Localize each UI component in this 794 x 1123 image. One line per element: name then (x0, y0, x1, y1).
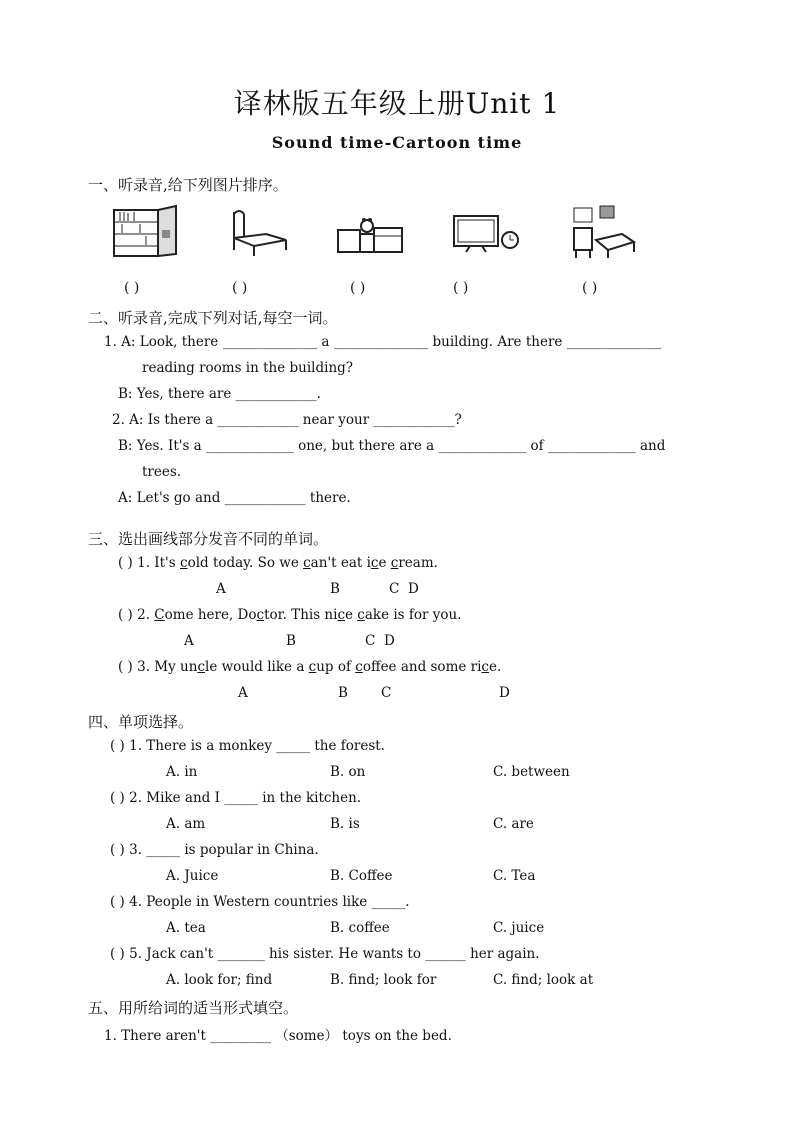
dialogue-line: B: Yes. It's a _____________ one, but there are a _____________ of _____________ and (118, 438, 666, 454)
option-letter: B (286, 633, 296, 649)
option-letter: B (330, 581, 340, 597)
bed-icon (228, 204, 288, 260)
choice-question-2: ( ) 2. Mike and I _____ in the kitchen. (110, 790, 362, 806)
choice-option-b[interactable]: B. is (330, 816, 360, 832)
page-subtitle: Sound time-Cartoon time (271, 133, 523, 152)
option-letter: C (389, 581, 400, 597)
answer-paren[interactable]: ( ) (110, 894, 125, 910)
choice-option-c[interactable]: C. are (493, 816, 534, 832)
option-letter: D (384, 633, 395, 649)
picture-order-blank-5[interactable]: ( ) (582, 280, 598, 296)
dialogue-line: 2. A: Is there a ____________ near your ____________? (112, 412, 462, 428)
dialogue-line: trees. (142, 464, 182, 480)
page-title: 译林版五年级上册Unit 1 (233, 87, 561, 120)
dialogue-line: reading rooms in the building? (142, 360, 354, 376)
choice-question-1: ( ) 1. There is a monkey _____ the forest. (110, 738, 385, 754)
choice-option-c[interactable]: C. find; look at (493, 972, 594, 988)
picture-order-blank-4[interactable]: ( ) (453, 280, 469, 296)
answer-paren[interactable]: ( ) (118, 659, 133, 675)
picture-order-blank-3[interactable]: ( ) (350, 280, 366, 296)
answer-paren[interactable]: ( ) (110, 842, 125, 858)
section-2-heading: 二、听录音,完成下列对话,每空一词。 (88, 309, 338, 327)
choice-option-b[interactable]: B. Coffee (330, 868, 393, 884)
choice-option-a[interactable]: A. tea (166, 920, 206, 936)
choice-option-c[interactable]: C. Tea (493, 868, 536, 884)
choice-option-a[interactable]: A. Juice (166, 868, 219, 884)
picture-order-blank-1[interactable]: ( ) (124, 280, 140, 296)
option-letter: D (499, 685, 510, 701)
option-letter: A (184, 633, 194, 649)
bookcase-icon (112, 204, 180, 260)
choice-option-c[interactable]: C. juice (493, 920, 545, 936)
answer-paren[interactable]: ( ) (110, 738, 125, 754)
sofa-toys-icon (336, 204, 406, 260)
choice-question-5: ( ) 5. Jack can't _______ his sister. He wants to ______ her again. (110, 946, 540, 962)
dialogue-line: A: Let's go and ____________ there. (118, 490, 351, 506)
option-letter: D (408, 581, 419, 597)
section-3-heading: 三、选出画线部分发音不同的单词。 (88, 530, 329, 548)
section-5-heading: 五、用所给词的适当形式填空。 (88, 999, 299, 1017)
option-letter: B (338, 685, 348, 701)
phonics-question-1: ( ) 1. It's cold today. So we can't eat ice cream. (118, 555, 438, 571)
tv-clock-icon (452, 204, 522, 260)
fill-in-line: 1. There aren't _________ （some） toys on the bed. (104, 1028, 452, 1044)
choice-question-3: ( ) 3. _____ is popular in China. (110, 842, 319, 858)
dialogue-line: B: Yes, there are ____________. (118, 386, 321, 402)
answer-paren[interactable]: ( ) (110, 946, 125, 962)
choice-option-c[interactable]: C. between (493, 764, 570, 780)
choice-option-a[interactable]: A. look for; find (166, 972, 273, 988)
phonics-question-3: ( ) 3. My uncle would like a cup of coffee and some rice. (118, 659, 502, 675)
picture-order-blank-2[interactable]: ( ) (232, 280, 248, 296)
choice-option-a[interactable]: A. in (166, 764, 198, 780)
choice-option-b[interactable]: B. find; look for (330, 972, 437, 988)
answer-paren[interactable]: ( ) (118, 607, 133, 623)
phonics-question-2: ( ) 2. Come here, Doctor. This nice cake is for you. (118, 607, 462, 623)
option-letter: A (216, 581, 226, 597)
answer-paren[interactable]: ( ) (110, 790, 125, 806)
answer-paren[interactable]: ( ) (118, 555, 133, 571)
choice-option-b[interactable]: B. coffee (330, 920, 390, 936)
choice-question-4: ( ) 4. People in Western countries like _____. (110, 894, 410, 910)
choice-option-a[interactable]: A. am (166, 816, 206, 832)
section-4-heading: 四、单项选择。 (88, 713, 194, 731)
option-letter: C (381, 685, 392, 701)
choice-option-b[interactable]: B. on (330, 764, 366, 780)
section-1-heading: 一、听录音,给下列图片排序。 (88, 176, 288, 194)
dialogue-line: 1. A: Look, there ______________ a ______________ building. Are there ______________ (104, 334, 662, 350)
option-letter: C (365, 633, 376, 649)
option-letter: A (238, 685, 248, 701)
bedroom-icon (570, 204, 636, 260)
